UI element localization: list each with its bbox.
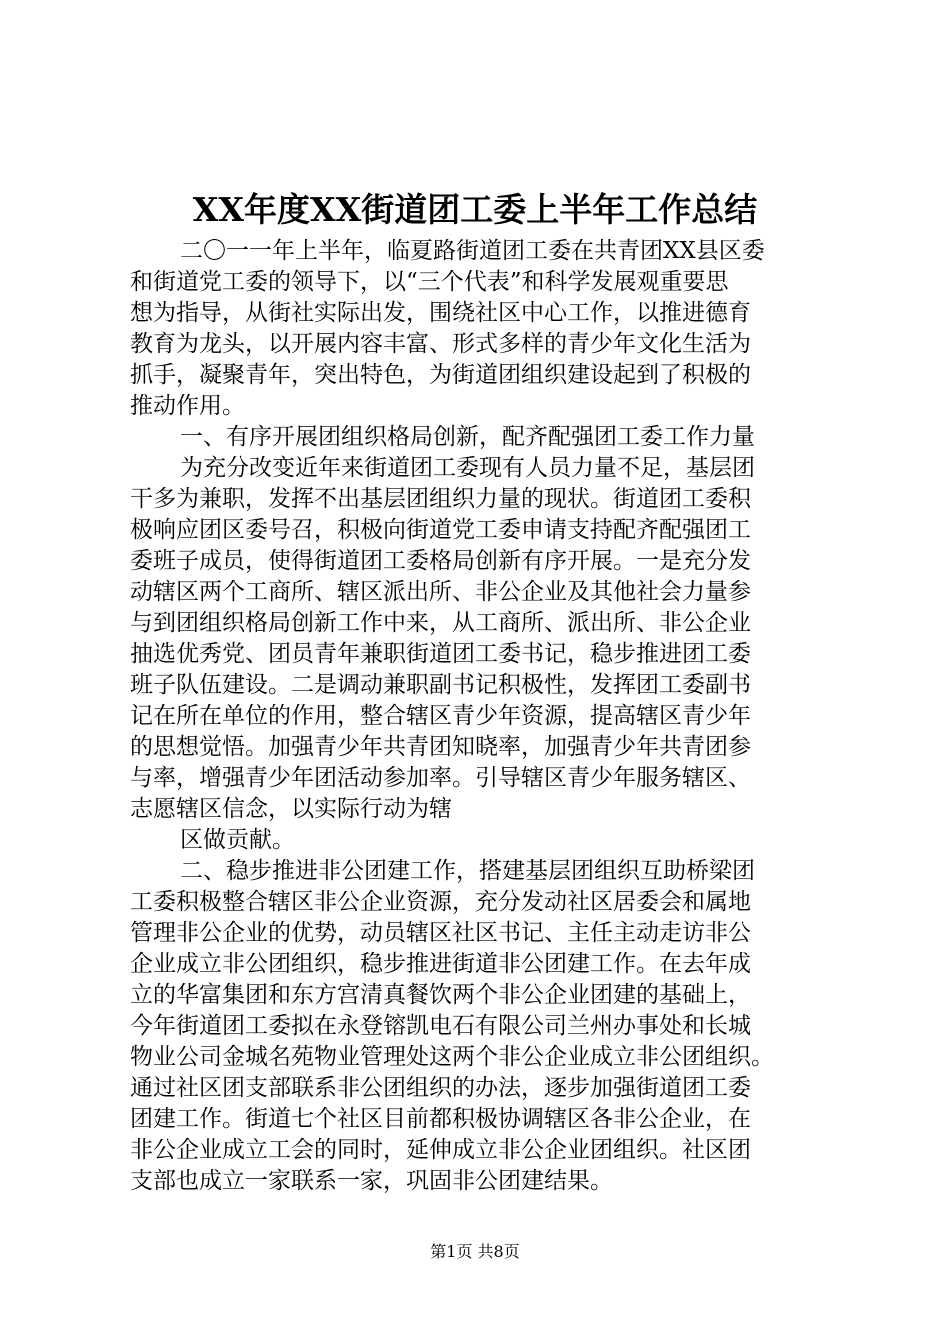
body-line: 与到团组织格局创新工作中来，从工商所、派出所、非公企业 [130,610,751,636]
body-line: 记在所在单位的作用，整合辖区青少年资源，提高辖区青少年 [130,703,751,729]
body-line: 二〇一一年上半年，临夏路街道团工委在共青团XX县区委 [180,238,765,264]
body-line: 为充分改变近年来街道团工委现有人员力量不足，基层团 [180,455,755,481]
body-line: 和街道党工委的领导下，以“三个代表”和科学发展观重要思 [130,269,729,295]
body-line: 立的华富集团和东方宫清真餐饮两个非公企业团建的基础上， [130,982,751,1008]
body-line: 非公企业成立工会的同时，延伸成立非公企业团组织。社区团 [130,1137,751,1163]
body-line: 管理非公企业的优势，动员辖区社区书记、主任主动走访非公 [130,920,751,946]
body-line: 的思想觉悟。加强青少年共青团知晓率，加强青少年共青团参 [130,734,751,760]
body-line: 推动作用。 [130,393,245,419]
body-line: 班子队伍建设。二是调动兼职副书记积极性，发挥团工委副书 [130,672,751,698]
document-title: XX年度XX街道团工委上半年工作总结 [192,190,758,229]
body-line: 支部也成立一家联系一家，巩固非公团建结果。 [130,1168,613,1194]
body-line: 工委积极整合辖区非公企业资源，充分发动社区居委会和属地 [130,889,751,915]
body-line: 志愿辖区信念，以实际行动为辖 [130,796,452,822]
body-line: 动辖区两个工商所、辖区派出所、非公企业及其他社会力量参 [130,579,751,605]
body-line: 抓手，凝聚青年，突出特色，为街道团组织建设起到了积极的 [130,362,751,388]
body-line: 委班子成员，使得街道团工委格局创新有序开展。一是充分发 [130,548,751,574]
body-line: 抽选优秀党、团员青年兼职街道团工委书记，稳步推进团工委 [130,641,751,667]
body-line: 极响应团区委号召，积极向街道党工委申请支持配齐配强团工 [130,517,751,543]
body-line: 企业成立非公团组织，稳步推进街道非公团建工作。在去年成 [130,951,751,977]
body-line: 物业公司金城名苑物业管理处这两个非公企业成立非公团组织。 [130,1044,774,1070]
page-number: 第1页 共8页 [430,1242,520,1261]
body-line: 今年街道团工委拟在永登镕凯电石有限公司兰州办事处和长城 [130,1013,751,1039]
body-line: 团建工作。街道七个社区目前都积极协调辖区各非公企业，在 [130,1106,751,1132]
body-line: 想为指导，从街社实际出发，围绕社区中心工作，以推进德育 [130,300,751,326]
body-line: 与率，增强青少年团活动参加率。引导辖区青少年服务辖区、 [130,765,751,791]
body-line: 通过社区团支部联系非公团组织的办法，逐步加强街道团工委 [130,1075,751,1101]
body-line: 区做贡献。 [180,827,295,853]
section-heading: 一、有序开展团组织格局创新，配齐配强团工委工作力量 [180,424,755,450]
section-heading: 二、稳步推进非公团建工作，搭建基层团组织互助桥梁团 [180,858,755,884]
body-line: 教育为龙头，以开展内容丰富、形式多样的青少年文化生活为 [130,331,751,357]
document-body [130,236,850,1197]
body-line: 干多为兼职，发挥不出基层团组织力量的现状。街道团工委积 [130,486,751,512]
